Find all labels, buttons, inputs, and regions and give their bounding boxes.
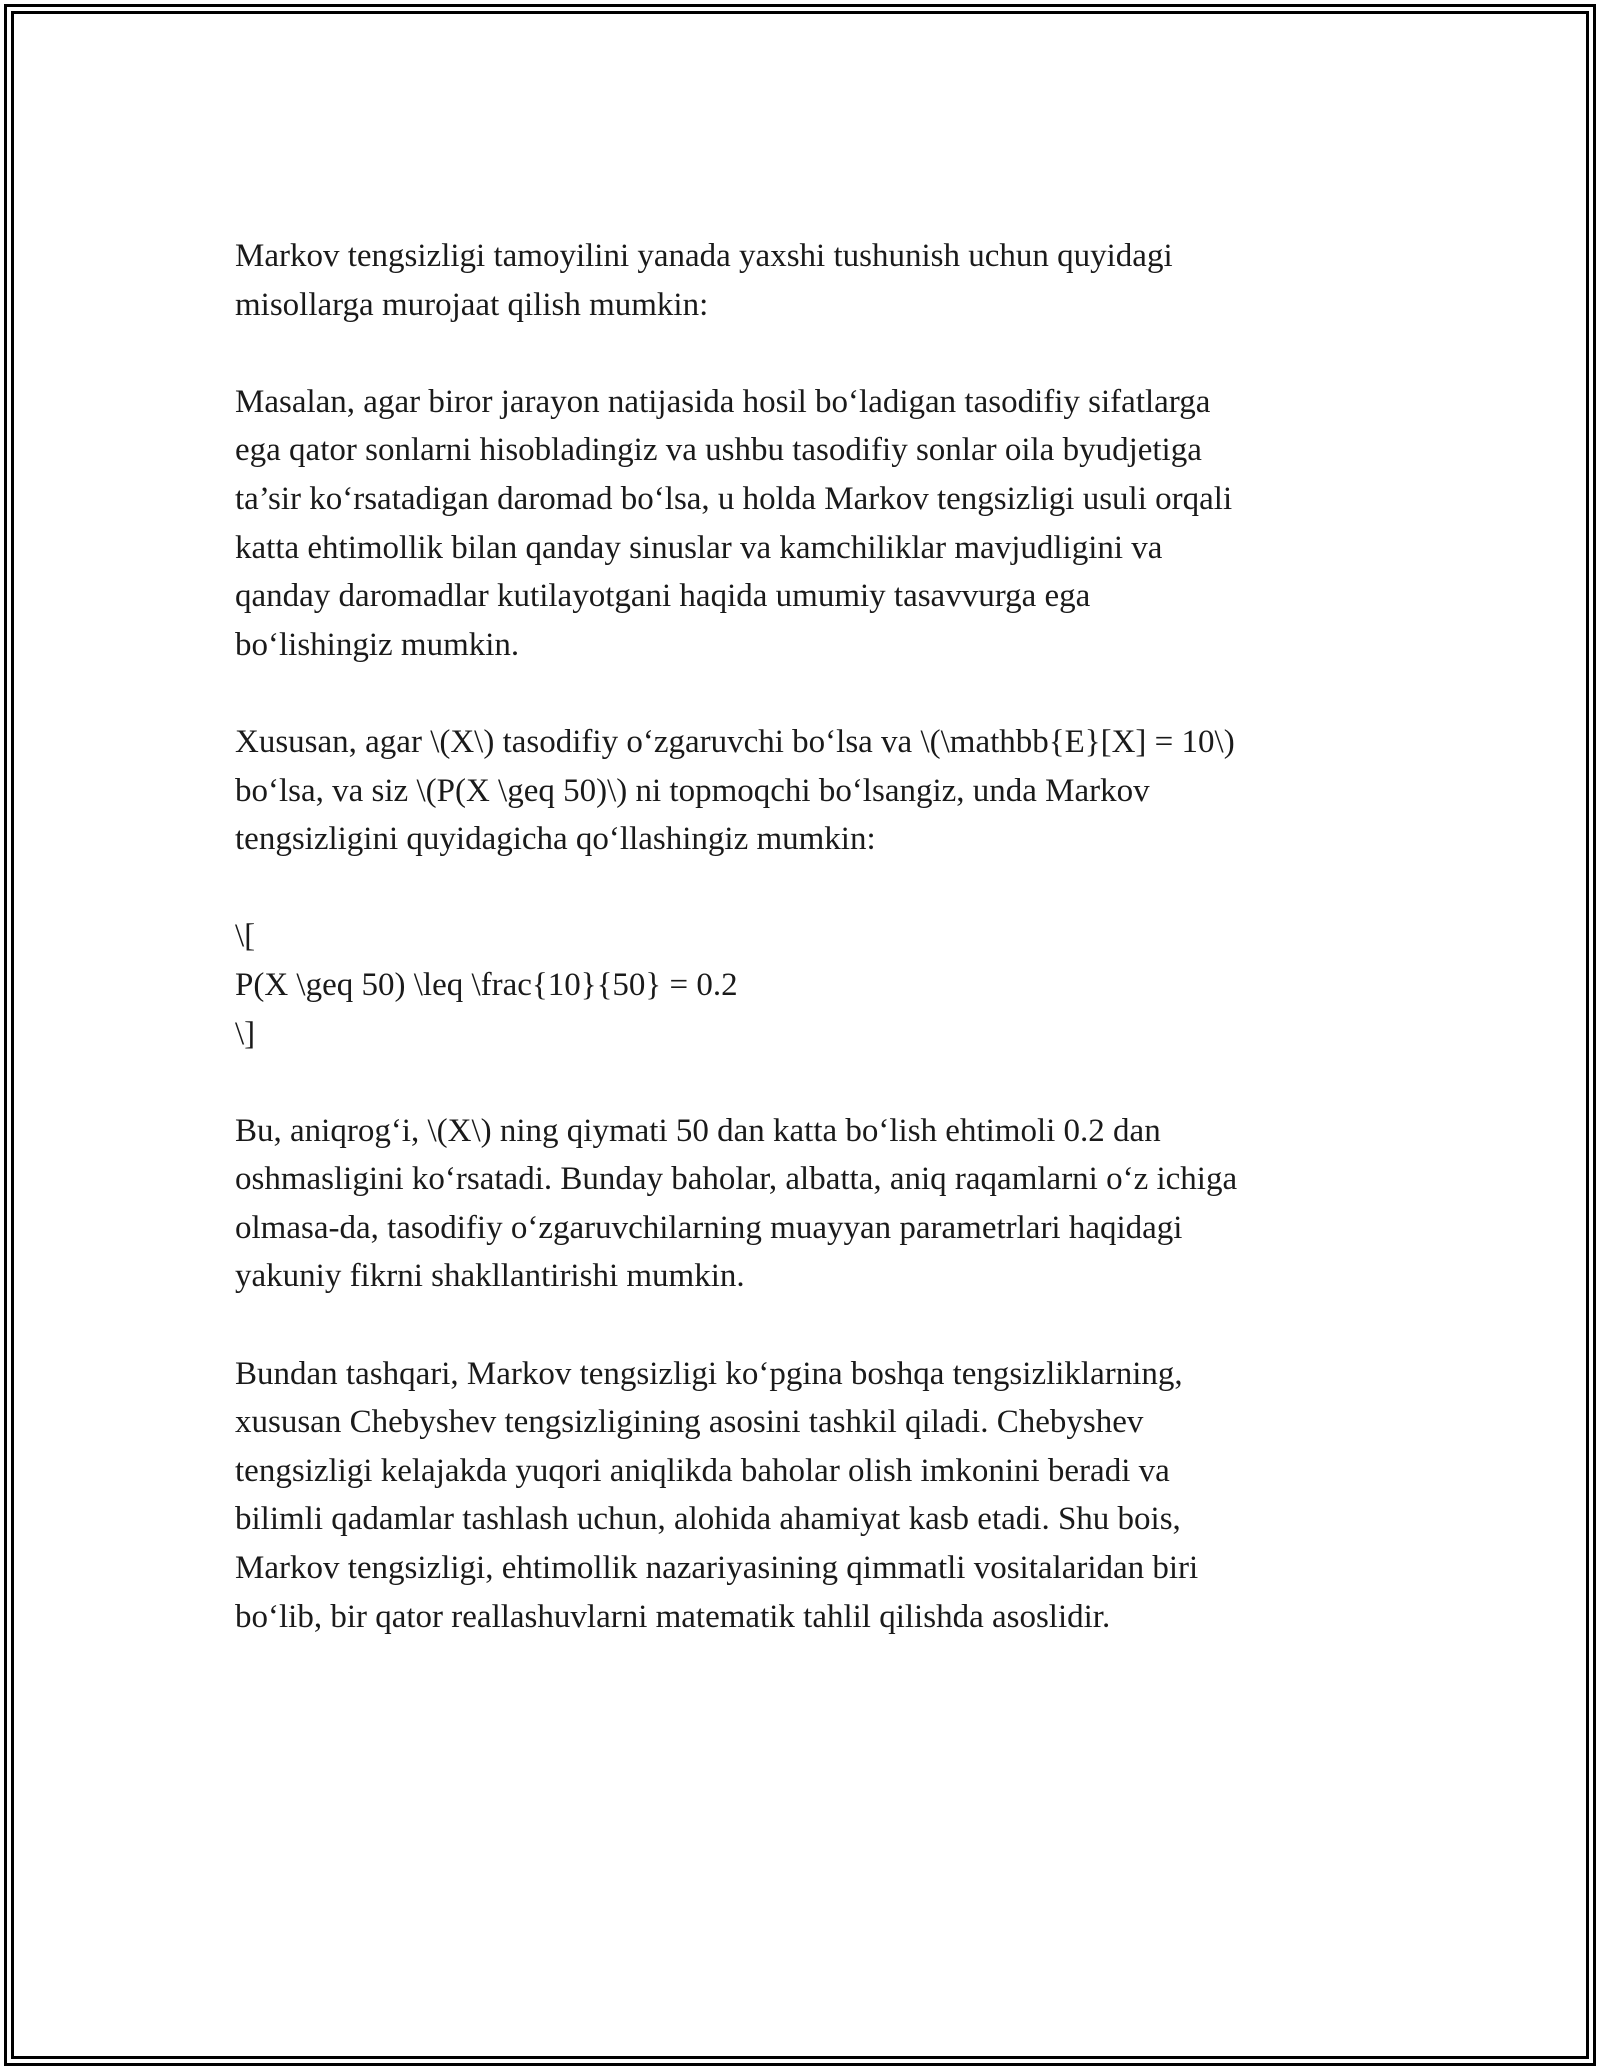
- paragraph-example: Masalan, agar biror jarayon natijasida hosil bo‘ladigan tasodifiy sifatlarga ega qator sonlarni hisobladingiz va ushbu tasodifiy sonlar oila byudjetiga ta’sir ko‘rsatadigan daromad bo‘lsa, u holda Markov tengsizligi usuli orqali katta ehtimollik bilan qanday sinuslar va kamchiliklar mavjudligini va qanday daromadlar kutilayotgani haqida umumiy tasavvurga ega bo‘lishingiz mumkin.: [235, 383, 1233, 663]
- paragraph-specific-case: Xususan, agar \(X\) tasodifiy o‘zgaruvchi bo‘lsa va \(\mathbb{E}[X] = 10\) bo‘lsa, va siz \(P(X \geq 50)\) ni topmoqchi bo‘lsangiz, unda Markov tengsizligini quyidagicha qo‘llashingiz mumkin:: [235, 723, 1235, 858]
- document-body: [235, 232, 1365, 1641]
- paragraph-interpretation: Bu, aniqrog‘i, \(X\) ning qiymati 50 dan katta bo‘lish ehtimoli 0.2 dan oshmasligini ko‘rsatadi. Bunday baholar, albatta, aniq raqamlarni o‘z ichiga olmasa-da, tasodifiy o‘zgaruvchilarning muayyan parametrlari haqidagi yakuniy fikrni shakllantirishi mumkin.: [235, 1112, 1238, 1295]
- paragraph-conclusion: Bundan tashqari, Markov tengsizligi ko‘pgina boshqa tengsizliklarning, xususan Chebyshev tengsizligining asosini tashkil qiladi. Chebyshev tengsizligi kelajakda yuqori aniqlikda baholar olish imkonini beradi va bilimli qadamlar tashlash uchun, alohida ahamiyat kasb etadi. Shu bois, Markov tengsizligi, ehtimollik nazariyasining qimmatli vositalaridan biri bo‘lib, bir qator reallashuvlarni matematik tahlil qilishda asoslidir.: [235, 1355, 1199, 1635]
- paragraph-intro: Markov tengsizligi tamoyilini yanada yaxshi tushunish uchun quyidagi misollarga murojaat qilish mumkin:: [235, 238, 1173, 323]
- formula-block: \[ P(X \geq 50) \leq \frac{10}{50} = 0.2 \]: [235, 918, 738, 1052]
